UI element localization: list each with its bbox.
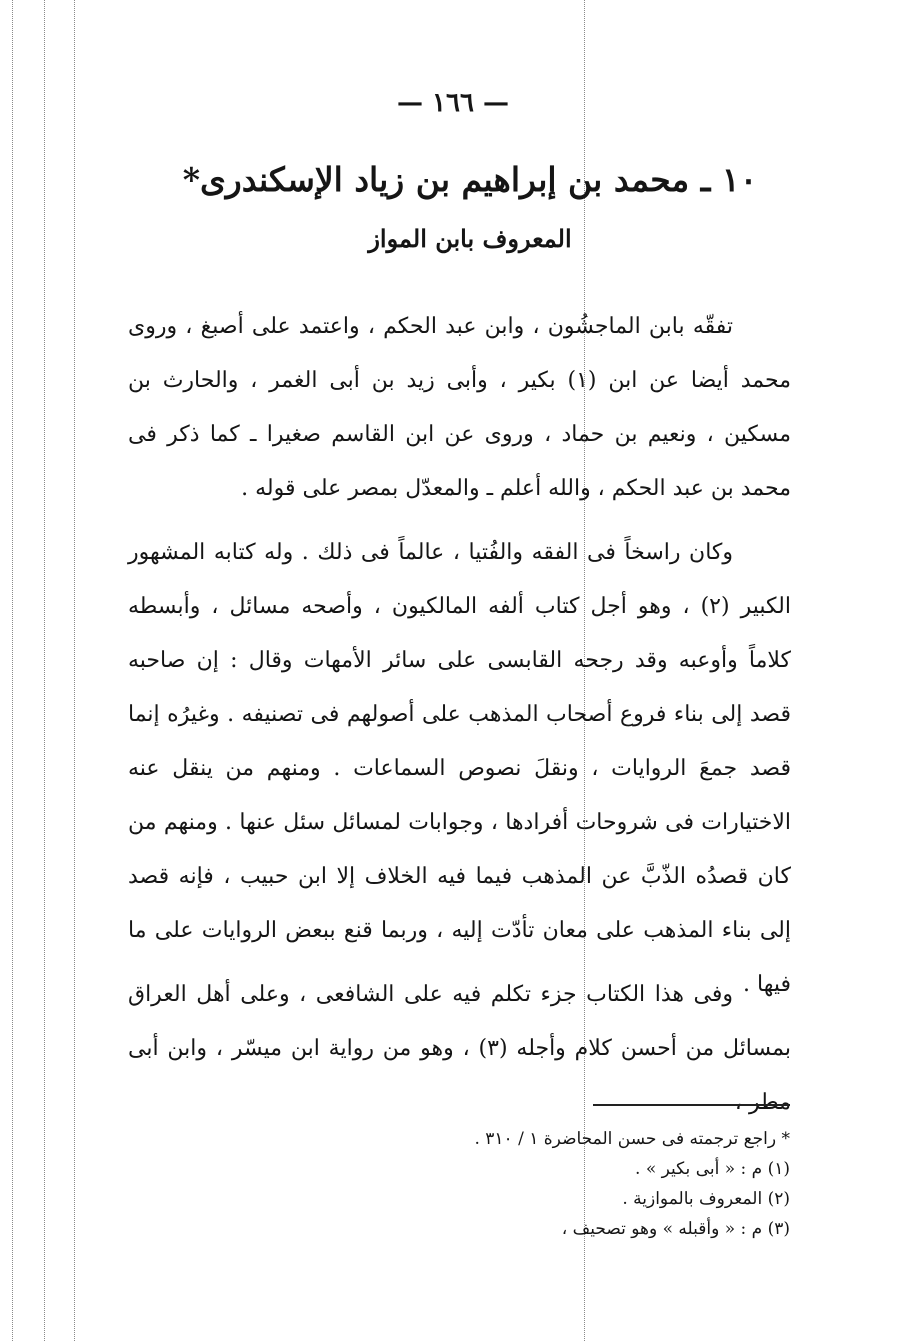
footnote: (٢) المعروف بالموازية .: [622, 1189, 790, 1209]
body-paragraph: تفقّه بابن الماجشُون ، وابن عبد الحكم ، واعتمد على أصبغ ، وروى محمد أيضا عن ابن (١) بكير ، وأبى زيد بن أبى الغمر ، والحارث بن مسكين ، ونعيم بن حماد ، وروى عن ابن القاسم صغيرا ـ كما ذكر فى محمد بن عبد الحكم ، والله أعلم ـ والمعدّل بمصر على قوله .: [128, 314, 791, 501]
footnote-separator: [593, 1104, 790, 1106]
body-paragraph: وكان راسخاً فى الفقه والفُتيا ، عالماً فى ذلك . وله كتابه المشهور الكبير (٢) ، وهو أجل كتاب ألفه المالكيون ، وأصحه مسائل ، وأبسطه كلاماً وأوعبه وقد رجحه القابسى على سائر الأمهات وقال : إن صاحبه قصد إلى بناء فروع أصحاب المذهب على أصولهم فى تصنيفه . وغيرُه إنما قصد جمعَ الروايات ، ونقلَ نصوص السماعات . ومنهم من ينقل عنه الاختيارات فى شروحات أفرادها ، وجوابات لمسائل سئل عنها . ومنهم من كان قصدُه الذّبَّ عن المذهب فيما فيه الخلاف إلا ابن حبيب ، فإنه قصد إلى بناء المذهب على معان تأدّت إليه ، وربما قنع ببعض الروايات على ما فيها .: [128, 540, 791, 997]
footnote: * راجع ترجمته فى حسن المحاضرة ١ / ٣١٠ .: [474, 1129, 790, 1149]
footnote: (٣) م : « وأقبله » وهو تصحيف ،: [561, 1219, 790, 1239]
page-number: — ١٦٦ —: [396, 88, 510, 118]
footnotes-list: [300, 1124, 790, 1244]
entry-title: ١٠ ـ محمد بن إبراهيم بن زياد الإسكندرى*: [182, 160, 758, 199]
footnote: (١) م : « أبى بكير » .: [635, 1159, 790, 1179]
entry-subtitle: المعروف بابن المواز: [368, 224, 572, 253]
body-paragraph: وفى هذا الكتاب جزء تكلم فيه على الشافعى ، وعلى أهل العراق بمسائل من أحسن كلام وأجله (٣) ، وهو من رواية ابن ميسّر ، وابن أبى مطر ،: [128, 982, 791, 1115]
